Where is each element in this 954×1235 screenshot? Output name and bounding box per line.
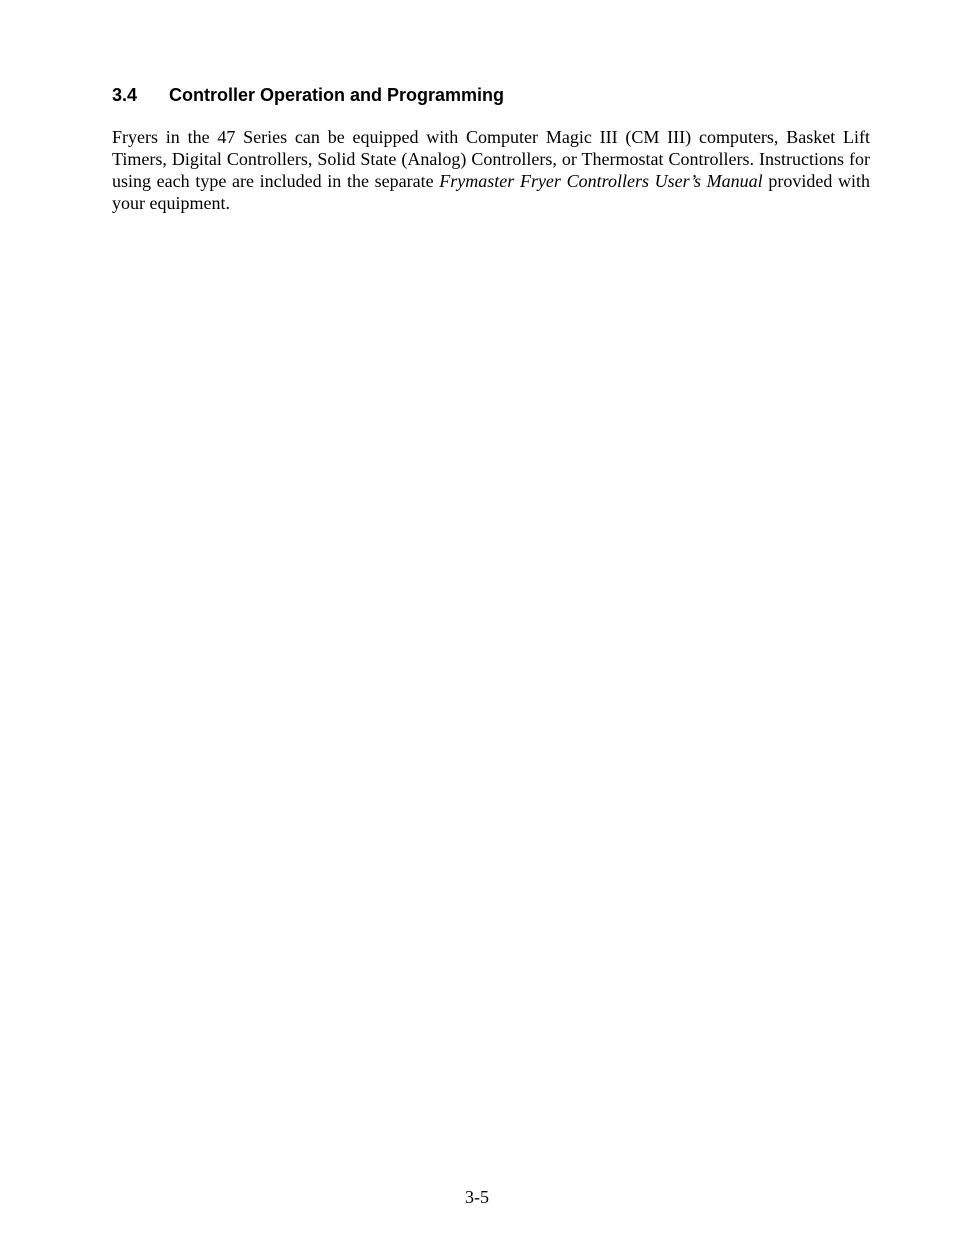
section-heading xyxy=(112,84,504,106)
paragraph-text-end: provided with your equipment. xyxy=(112,171,870,213)
page-number: 3-5 xyxy=(465,1187,489,1207)
section-number: 3.4 xyxy=(112,85,138,105)
section-title: Controller Operation and Programming xyxy=(169,85,505,105)
body-paragraph xyxy=(112,126,870,214)
manual-title: Frymaster Fryer Controllers User’s Manual xyxy=(439,171,763,191)
paragraph-text-start: Fryers in the 47 Series can be equipped with Computer Magic III (CM III) computers, Basket Lift Timers, Digital Controllers, Solid State (Analog) Controllers, or Thermostat Controllers. Instructions for using each type are included in the separate xyxy=(112,127,870,191)
